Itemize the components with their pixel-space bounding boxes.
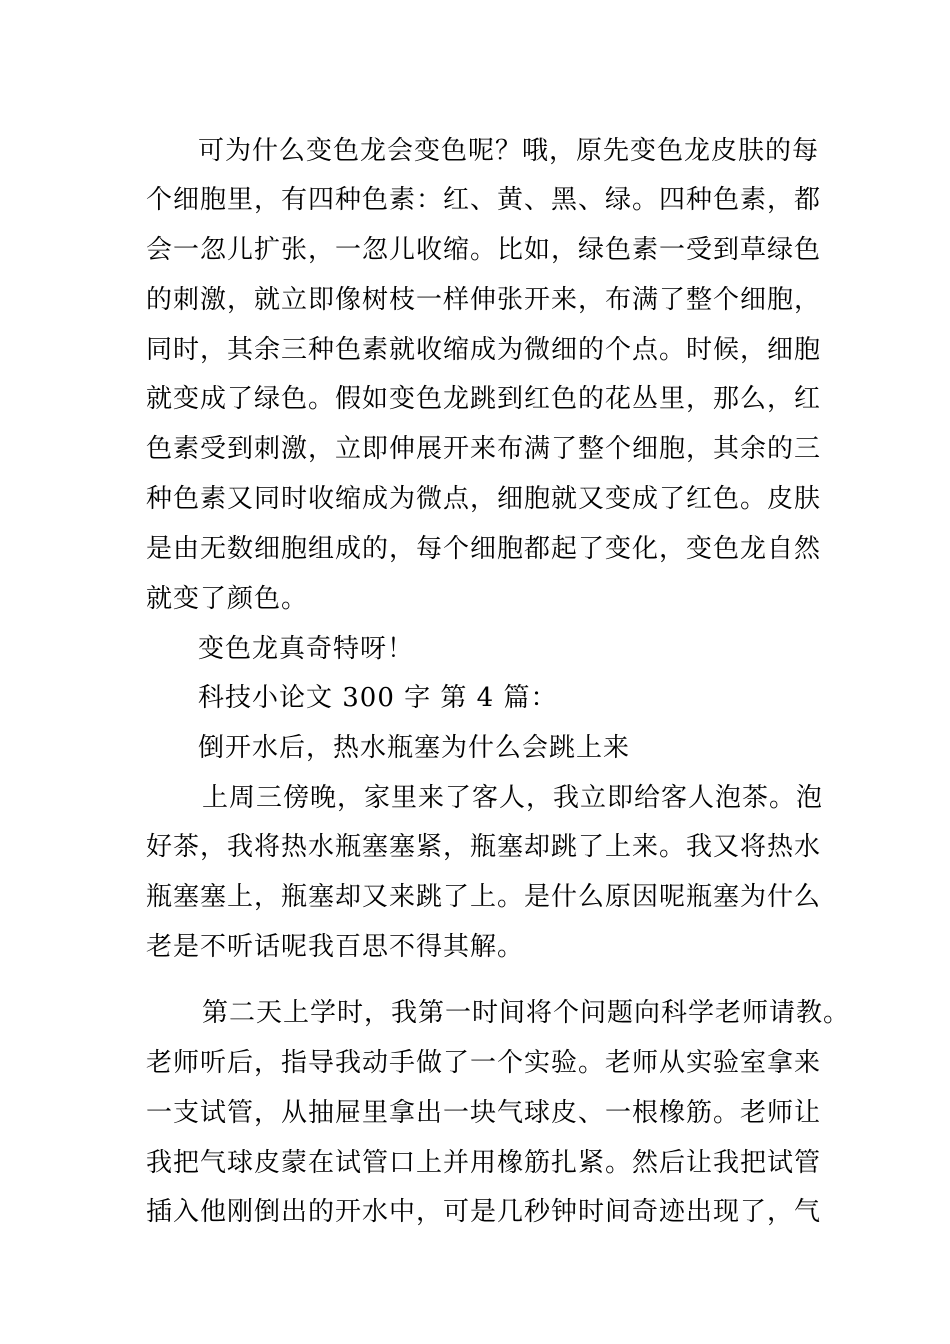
paragraph-line: 个细胞里，有四种色素：红、黄、黑、绿。四种色素，都 — [146, 185, 822, 215]
paragraph-line: 插入他刚倒出的开水中，可是几秒钟时间奇迹出现了，气 — [146, 1197, 822, 1227]
paragraph-line: 就变了颜色。 — [146, 584, 309, 614]
paragraph-line: 我把气球皮蒙在试管口上并用橡筋扎紧。然后让我把试管 — [146, 1148, 822, 1178]
paragraph-line: 瓶塞塞上，瓶塞却又来跳了上。是什么原因呢瓶塞为什么 — [146, 882, 822, 912]
section-heading: 科技小论文 300 字 第 4 篇： — [198, 683, 558, 713]
paragraph-line: 老是不听话呢我百思不得其解。 — [146, 932, 525, 962]
paragraph-line: 上周三傍晚，家里来了客人，我立即给客人泡茶。泡 — [202, 783, 824, 813]
paragraph-line: 第二天上学时，我第一时间将个问题向科学老师请教。 — [202, 998, 851, 1028]
paragraph-line: 是由无数细胞组成的，每个细胞都起了变化，变色龙自然 — [146, 534, 822, 564]
paragraph-line: 一支试管，从抽屉里拿出一块气球皮、一根橡筋。老师让 — [146, 1098, 822, 1128]
paragraph-line: 同时，其余三种色素就收缩成为微细的个点。时候，细胞 — [146, 335, 822, 365]
paragraph-line: 就变成了绿色。假如变色龙跳到红色的花丛里，那么，红 — [146, 384, 822, 414]
paragraph-line: 会一忽儿扩张，一忽儿收缩。比如，绿色素一受到草绿色 — [146, 235, 822, 265]
paragraph-line: 种色素又同时收缩成为微点，细胞就又变成了红色。皮肤 — [146, 484, 822, 514]
paragraph-line: 色素受到刺激，立即伸展开来布满了整个细胞，其余的三 — [146, 434, 822, 464]
paragraph-line: 好茶，我将热水瓶塞塞紧，瓶塞却跳了上来。我又将热水 — [146, 832, 822, 862]
paragraph-line: 老师听后，指导我动手做了一个实验。老师从实验室拿来 — [146, 1048, 822, 1078]
paragraph-line: 变色龙真奇特呀！ — [198, 634, 415, 664]
paragraph-line: 的刺激，就立即像树枝一样伸张开来，布满了整个细胞， — [146, 285, 822, 315]
paragraph-line: 可为什么变色龙会变色呢？哦，原先变色龙皮肤的每 — [198, 136, 820, 166]
article-title: 倒开水后，热水瓶塞为什么会跳上来 — [198, 733, 631, 763]
